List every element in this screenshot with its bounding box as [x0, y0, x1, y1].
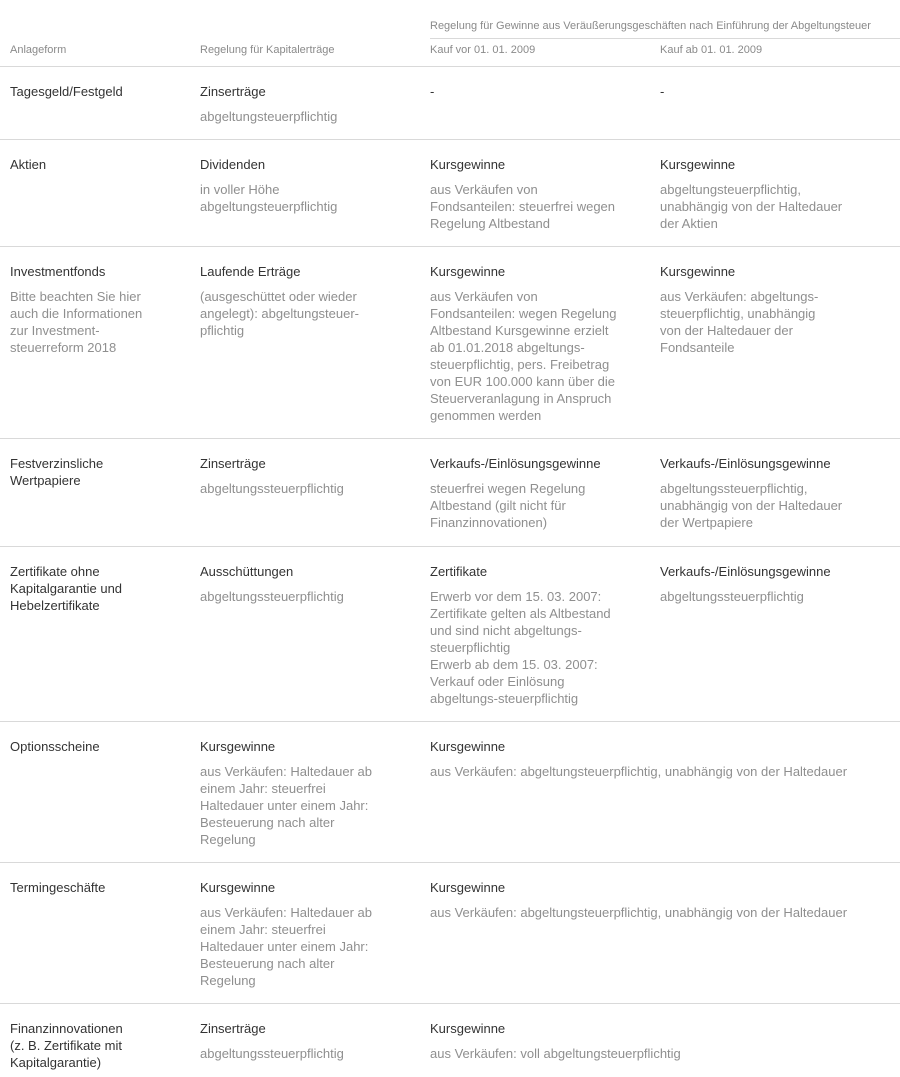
anlageform-label: Optionsscheine	[10, 739, 100, 754]
cell-description: aus Verkäufen: Haltedauer ab einem Jahr: steuerfrei Haltedauer unter einem Jahr: Besteuerung nach alter Regelung	[200, 764, 373, 847]
veraeusserung-merged-cell	[430, 879, 895, 921]
cell-description: aus Verkäufen: voll abgeltungsteuerpflichtig	[430, 1046, 681, 1061]
cell-description: abgeltungssteuerpflichtig, unabhängig von der Haltedauer der Wertpapiere	[660, 481, 843, 530]
cell-title: Kursgewinne	[430, 264, 506, 279]
anlageform-cell	[10, 83, 185, 100]
anlageform-note: Bitte beachten Sie hier auch die Informationen zur Investment- steuerreform 2018	[10, 289, 143, 355]
kauf-vor-2009-cell	[430, 263, 645, 424]
cell-description: abgeltungssteuerpflichtig	[200, 589, 344, 604]
cell-title: Kursgewinne	[200, 880, 276, 895]
cell-title: -	[660, 84, 665, 99]
cell-title: Zinserträge	[200, 456, 266, 471]
cell-description: abgeltungssteuerpflichtig	[200, 481, 344, 496]
table-row	[0, 67, 900, 140]
kapitalertraege-cell	[200, 455, 415, 497]
kauf-vor-2009-cell	[430, 156, 645, 232]
cell-title: Laufende Erträge	[200, 264, 301, 279]
anlageform-label: Investmentfonds	[10, 264, 106, 279]
table-row	[0, 547, 900, 722]
cell-title: Zinserträge	[200, 84, 266, 99]
kauf-ab-2009-cell	[660, 263, 895, 356]
anlageform-label: Termingeschäfte	[10, 880, 106, 895]
cell-description: aus Verkäufen: Haltedauer ab einem Jahr: steuerfrei Haltedauer unter einem Jahr: Besteuerung nach alter Regelung	[200, 905, 373, 988]
kauf-vor-2009-cell	[430, 563, 645, 707]
cell-title: Kursgewinne	[200, 739, 276, 754]
cell-title: Verkaufs-/Einlösungsgewinne	[660, 456, 831, 471]
anlageform-label: Zertifikate ohne Kapitalgarantie und Hebelzertifikate	[10, 564, 123, 613]
cell-description: in voller Höhe abgeltungsteuerpflichtig	[200, 182, 338, 214]
cell-title: Kursgewinne	[430, 739, 506, 754]
cell-description: steuerfrei wegen Regelung Altbestand (gilt nicht für Finanzinnovationen)	[430, 481, 586, 530]
table-row	[0, 439, 900, 547]
table-row	[0, 247, 900, 439]
cell-title: Zinserträge	[200, 1021, 266, 1036]
cell-description: Erwerb vor dem 15. 03. 2007: Zertifikate gelten als Altbestand und sind nicht abgeltungs- steuerpflichtig Erwerb ab dem 15. 03. 2007: Verkauf oder Einlösung abgeltungs-steuerpflichtig	[430, 589, 611, 706]
veraeusserung-merged-cell	[430, 738, 895, 780]
kapitalertraege-cell	[200, 1020, 415, 1062]
kauf-ab-2009-cell	[660, 455, 895, 531]
anlageform-cell	[10, 455, 185, 489]
column-header-kapitalertraege: Regelung für Kapitalerträge	[200, 44, 335, 56]
kauf-vor-2009-cell	[430, 455, 645, 531]
cell-title: Dividenden	[200, 157, 266, 172]
kapitalertraege-cell	[200, 563, 415, 605]
anlageform-cell	[10, 156, 185, 173]
cell-description: aus Verkäufen: abgeltungsteuerpflichtig, unabhängig von der Haltedauer	[430, 764, 848, 779]
group-header: Regelung für Gewinne aus Veräußerungsgeschäften nach Einführung der Abgeltungsteuer	[430, 19, 900, 39]
column-header-kauf-ab-2009: Kauf ab 01. 01. 2009	[660, 44, 763, 56]
kapitalertraege-cell	[200, 263, 415, 339]
table-header	[0, 0, 900, 67]
cell-description: aus Verkäufen von Fondsanteilen: steuerfrei wegen Regelung Altbestand	[430, 182, 616, 231]
cell-title: Zertifikate	[430, 564, 488, 579]
cell-title: Kursgewinne	[660, 157, 736, 172]
cell-title: Kursgewinne	[430, 880, 506, 895]
kapitalertraege-cell	[200, 879, 415, 989]
cell-description: abgeltungssteuerpflichtig	[200, 1046, 344, 1061]
kauf-ab-2009-cell	[660, 83, 895, 100]
cell-description: aus Verkäufen: abgeltungs- steuerpflichtig, unabhängig von der Haltedauer der Fondsanteile	[660, 289, 819, 355]
cell-description: aus Verkäufen: abgeltungsteuerpflichtig, unabhängig von der Haltedauer	[430, 905, 848, 920]
cell-description: abgeltungsteuerpflichtig	[200, 109, 338, 124]
cell-description: abgeltungssteuerpflichtig	[660, 589, 804, 604]
cell-title: Kursgewinne	[660, 264, 736, 279]
column-header-anlageform: Anlageform	[10, 44, 67, 56]
anlageform-cell	[10, 879, 185, 896]
anlageform-cell	[10, 738, 185, 755]
cell-title: -	[430, 84, 435, 99]
kapitalertraege-cell	[200, 738, 415, 848]
table-row	[0, 863, 900, 1004]
table-row	[0, 1004, 900, 1077]
cell-title: Verkaufs-/Einlösungsgewinne	[660, 564, 831, 579]
anlageform-cell	[10, 263, 185, 356]
cell-title: Kursgewinne	[430, 157, 506, 172]
table-row	[0, 722, 900, 863]
kapitalertraege-cell	[200, 83, 415, 125]
cell-description: abgeltungsteuerpflichtig, unabhängig von der Haltedauer der Aktien	[660, 182, 843, 231]
cell-title: Verkaufs-/Einlösungsgewinne	[430, 456, 601, 471]
anlageform-label: Festverzinsliche Wertpapiere	[10, 456, 104, 488]
cell-title: Kursgewinne	[430, 1021, 506, 1036]
cell-description: aus Verkäufen von Fondsanteilen: wegen Regelung Altbestand Kursgewinne erzielt ab 01.01.2018 abgeltungs- steuerpflichtig, pers. Freibetrag von EUR 100.000 kann über die Steuerveranlagung in Anspruch genommen werden	[430, 289, 617, 423]
kauf-ab-2009-cell	[660, 563, 895, 605]
anlageform-label: Finanzinnovationen (z. B. Zertifikate mit Kapitalgarantie)	[10, 1021, 123, 1070]
cell-title: Ausschüttungen	[200, 564, 294, 579]
anlageform-cell	[10, 563, 185, 614]
column-header-kauf-vor-2009: Kauf vor 01. 01. 2009	[430, 44, 536, 56]
table-row	[0, 140, 900, 247]
anlageform-cell	[10, 1020, 185, 1071]
anlageform-label: Tagesgeld/Festgeld	[10, 84, 123, 99]
kauf-vor-2009-cell	[430, 83, 645, 100]
veraeusserung-merged-cell	[430, 1020, 895, 1062]
anlageform-label: Aktien	[10, 157, 47, 172]
kauf-ab-2009-cell	[660, 156, 895, 232]
kapitalertraege-cell	[200, 156, 415, 215]
cell-description: (ausgeschüttet oder wieder angelegt): abgeltungsteuer- pflichtig	[200, 289, 360, 338]
